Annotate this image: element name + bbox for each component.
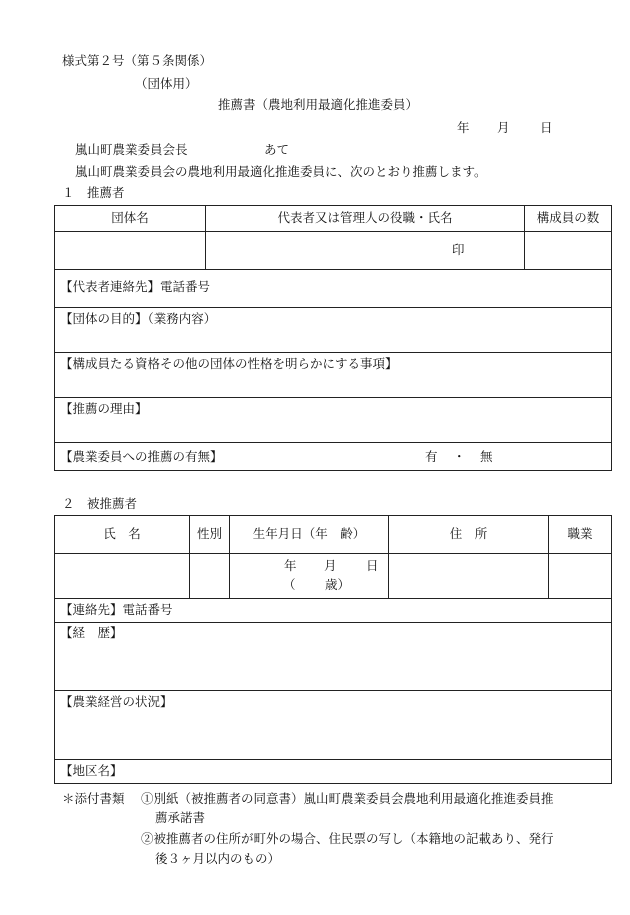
option-separator: ・ [453, 449, 466, 464]
date-day: 日 [540, 120, 553, 135]
row-divider [55, 352, 611, 353]
document-title: 推薦書（農地利用最適化推進委員） [218, 97, 419, 112]
age-open: （ [283, 577, 296, 592]
row-divider [55, 397, 611, 398]
representative-contact-label: 【代表者連絡先】電話番号 [60, 279, 211, 294]
col-header-member-count: 構成員の数 [536, 210, 600, 225]
nominee-table [54, 515, 612, 784]
district-label: 【地区名】 [60, 763, 123, 778]
birth-day: 日 [366, 558, 379, 573]
attachments-label: ＊添付書類 [62, 791, 125, 806]
row-divider [55, 622, 611, 623]
form-number: 様式第２号（第５条関係） [62, 53, 213, 68]
row-divider [55, 307, 611, 308]
recipient-suffix: あて [264, 142, 290, 157]
age-close: 歳） [325, 577, 351, 592]
section1-heading: １ 推薦者 [62, 185, 125, 200]
row-divider [55, 690, 611, 691]
option-no: 無 [480, 449, 493, 464]
recommendation-statement: 嵐山町農業委員会の農地利用最適化推進委員に、次のとおり推薦します。 [75, 164, 487, 179]
col-header-birthdate: 生年月日（年 齢） [252, 526, 366, 541]
recommendation-reason-label: 【推薦の理由】 [60, 401, 148, 416]
recommender-table [54, 205, 612, 471]
row-divider [55, 442, 611, 443]
col-header-group-name: 団体名 [111, 210, 149, 225]
group-purpose-label: 【団体の目的】（業務内容） [60, 311, 217, 326]
row-divider [55, 553, 611, 554]
attachment-item2-line1: ②被推薦者の住所が町外の場合、住民票の写し（本籍地の記載あり、発行 [141, 831, 554, 846]
seal-mark: 印 [452, 242, 465, 257]
attachment-item1-line2: 薦承諾書 [155, 810, 206, 825]
col-header-sex: 性別 [196, 526, 222, 541]
form-variant: （団体用） [135, 76, 198, 91]
recipient: 嵐山町農業委員会長 [75, 142, 188, 157]
row-divider [55, 759, 611, 760]
group-character-label: 【構成員たる資格その他の団体の性格を明らかにする事項】 [60, 356, 398, 371]
career-label: 【経 歴】 [60, 625, 123, 640]
nominee-contact-label: 【連絡先】電話番号 [60, 602, 173, 617]
farming-status-label: 【農業経営の状況】 [60, 694, 173, 709]
attachment-item2-line2: 後３ヶ月以内のもの） [155, 851, 281, 866]
col-header-address: 住 所 [449, 526, 488, 541]
agri-committee-recommendation-label: 【農業委員への推薦の有無】 [60, 449, 223, 464]
col-header-occupation: 職業 [567, 526, 593, 541]
row-divider [55, 231, 611, 232]
attachment-item1-line1: ①別紙（被推薦者の同意書）嵐山町農業委員会農地利用最適化推進委員推 [141, 791, 554, 806]
row-divider [55, 269, 611, 270]
col-header-name: 氏 名 [103, 526, 141, 541]
option-yes: 有 [425, 449, 438, 464]
row-divider [55, 598, 611, 599]
section2-heading: ２ 被推薦者 [62, 496, 138, 511]
birth-year: 年 [284, 558, 297, 573]
date-year: 年 [457, 120, 470, 135]
birth-month: 月 [324, 558, 337, 573]
date-month: 月 [497, 120, 510, 135]
col-header-representative: 代表者又は管理人の役職・氏名 [277, 210, 453, 225]
